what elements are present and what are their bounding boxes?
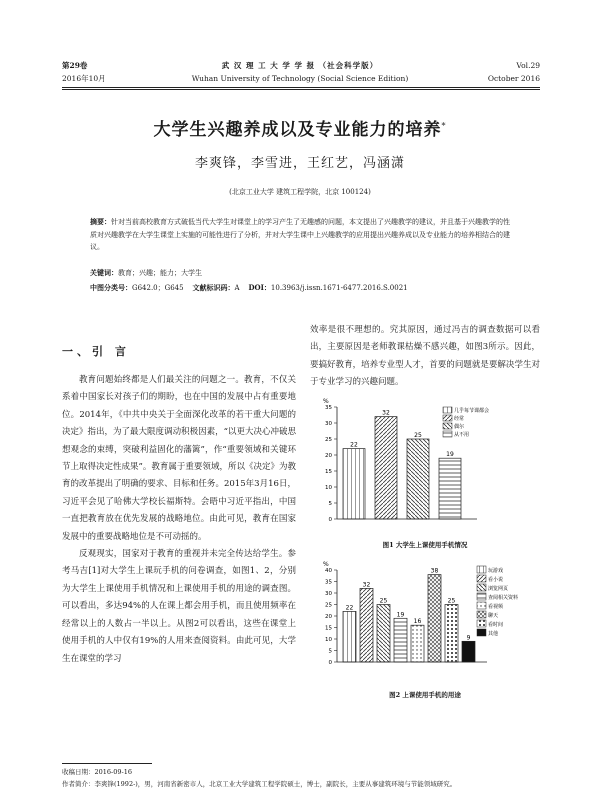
classification-line [90, 283, 408, 293]
data-label: 22 [345, 604, 354, 612]
header-volume-en: Vol.29 [516, 61, 540, 70]
journal-title-cn: 武 汉 理 工 大 学 学 报 （社会科学版） [221, 61, 379, 70]
legend-entry: 聊天 [488, 613, 499, 619]
doc-value: A [234, 284, 240, 292]
doc-label: 文献标识码： [192, 283, 235, 292]
y-tick-label: 0 [328, 660, 332, 666]
bar [343, 611, 356, 662]
legend-entry: 看视频 [488, 604, 504, 610]
header-volume: 第29卷 [62, 61, 88, 70]
figure-2-chart [315, 560, 535, 672]
y-tick-label: 15 [325, 469, 332, 475]
legend-entry: 几乎每节课都会 [454, 408, 490, 414]
bar [428, 575, 441, 662]
bar [375, 417, 397, 519]
legend-swatch [477, 575, 486, 582]
paragraph: 反观现实，国家对于教育的重视并未完全传达给学生。参考马吉[1]对大学生上课玩手机的问卷调查，如图1、2，分别为大学生上课使用手机情况和上课使用手机的用途的调查图。可以看出，多达94%的人在课上都会用手机，而且使用频率在经常以上的人数占一半以上。从图2可以看出，这些在课堂上使用手机的人中仅有19%的人用来查阅资料。由此可见，大学生在课堂的学习 [62, 549, 296, 664]
bar [377, 605, 390, 663]
paper-affiliation: (北京工业大学 建筑工程学院，北京 100124) [229, 188, 371, 196]
figure-2-caption: 图2 上课使用手机的用途 [389, 691, 461, 699]
bar [411, 625, 424, 662]
paragraph: 教育问题始终都是人们最关注的问题之一。教育，不仅关系着中国家长对孩子们的期盼，也在中国的发展中占有重要地位。2014年，《中共中央关于全面深化改革的若干重大问题的决定》指出，为了最大限度调动积极因素，“以更大决心冲破思想观念的束缚，突破利益固化的藩篱”，作“重要领域和关键环节上取得决定性成果”。教育属于重要领域，所以《决定》为教育的改革提出了明确的要求、目标和任务。2015年3月16日，习近平会见了哈佛大学校长福斯特。会晤中习近平指出，中国一直把教育放在优先发展的战略地位。由此可见，教育在国家发展中的重要战略地位是不可动摇的。 [62, 375, 296, 542]
y-tick-label: 30 [325, 591, 332, 597]
y-tick-label: 20 [325, 453, 332, 459]
legend-entry: 查阅相关资料 [488, 595, 519, 601]
legend-swatch [477, 584, 486, 591]
footnote-author: 作者简介：李爽锋(1992-)，男，河南省新密市人，北京工业大学建筑工程学院硕士，博士，副院长，主要从事建筑环境与节能领域研究。 [62, 780, 457, 788]
legend-entry: 从不用 [454, 432, 470, 438]
bar [360, 588, 373, 662]
keywords-text: 教育；兴趣；能力；大学生 [118, 269, 202, 277]
legend-swatch [477, 611, 486, 618]
bar [343, 449, 365, 519]
legend-swatch [443, 407, 452, 413]
legend-swatch [477, 566, 486, 573]
data-label: 16 [413, 618, 422, 626]
data-label: 32 [362, 581, 371, 589]
y-tick-label: 25 [325, 602, 332, 609]
figure-1-chart [315, 395, 535, 533]
data-label: 32 [382, 409, 390, 417]
y-tick-label: 10 [325, 485, 332, 491]
y-tick-label: 5 [328, 648, 332, 655]
abstract-label: 摘要： [90, 217, 111, 226]
legend-entry: 偶尔 [454, 424, 465, 430]
legend-swatch [477, 629, 486, 636]
data-label: 9 [466, 634, 471, 642]
data-label: 19 [396, 611, 405, 619]
footnote-rule [62, 763, 152, 764]
bar [407, 439, 429, 519]
y-tick-label: 35 [325, 405, 332, 411]
data-label: 25 [414, 432, 422, 439]
footnote-received: 收稿日期：2016-09-16 [62, 768, 132, 776]
data-label: 22 [350, 441, 358, 449]
paper-authors: 李爽锋，李雪进，王红艺，冯涵潇 [194, 156, 405, 171]
cls-value: G642.0；G645 [132, 284, 184, 292]
paragraph: 效率是很不理想的。究其原因，通过冯吉的调查数据可以看出，主要原因是老师教课枯燥不感兴趣，如图3所示。因此，要搞好教育，培养专业型人才，首要的问题就是要解决学生对于专业学习的兴趣问题。 [310, 325, 540, 388]
keywords-label: 关键词： [90, 268, 118, 277]
legend-swatch [477, 620, 486, 627]
header-rule-2 [62, 89, 540, 90]
legend-entry: 玩游戏 [488, 568, 504, 574]
header-date: 2016年10月 [62, 74, 106, 83]
bar [439, 458, 461, 519]
legend-swatch [443, 423, 452, 429]
legend-swatch [443, 415, 452, 421]
legend-entry: 看小说 [488, 577, 504, 583]
y-tick-label: 5 [328, 501, 332, 507]
y-axis-label: % [323, 561, 329, 568]
data-label: 19 [446, 451, 454, 459]
cls-label: 中图分类号： [90, 283, 132, 292]
legend-entry: 经常 [454, 416, 465, 422]
y-tick-label: 40 [325, 568, 332, 574]
paper-title: 大学生兴趣养成以及专业能力的培养* [153, 120, 447, 140]
y-tick-label: 10 [325, 637, 332, 643]
y-axis-label: % [323, 398, 329, 405]
legend-entry: 其他 [488, 631, 499, 637]
keywords [90, 268, 202, 278]
bar [462, 641, 475, 662]
legend-entry: 浏览网页 [488, 586, 509, 592]
data-label: 25 [447, 597, 456, 605]
legend-swatch [477, 593, 486, 600]
data-label: 38 [430, 567, 439, 575]
y-tick-label: 0 [328, 517, 332, 523]
legend-swatch [477, 602, 486, 609]
abstract-text: 针对当前高校教育方式破低当代大学生对课堂上的学习产生了无趣感的问题，本文提出了兴趣教学的建议，并且基于兴趣教学的性质对兴趣教学在大学生课堂上实施的可能性进行了分析，并对大学生课中上兴趣教学的应用提出兴趣养成以及专业能力的培养相结合的建议。 [90, 218, 510, 251]
abstract [90, 216, 510, 254]
left-column [62, 372, 296, 668]
y-tick-label: 25 [325, 437, 332, 443]
doi-value: 10.3963/j.issn.1671-6477.2016.S.0021 [270, 284, 408, 292]
title-footnote-mark: * [441, 121, 447, 131]
y-tick-label: 20 [325, 614, 332, 620]
bar [394, 618, 407, 662]
legend-swatch [443, 431, 452, 437]
doi-label: DOI： [248, 283, 271, 292]
section-heading-intro: 一、引 言 [62, 345, 130, 358]
header-date-en: October 2016 [487, 74, 540, 83]
figure-1-caption: 图1 大学生上课使用手机情况 [382, 541, 468, 549]
bar [445, 605, 458, 663]
y-tick-label: 35 [325, 579, 332, 586]
y-tick-label: 30 [325, 421, 332, 427]
right-column [310, 322, 540, 392]
journal-title-en: Wuhan University of Technology (Social Science Edition) [191, 74, 409, 83]
y-tick-label: 15 [325, 625, 332, 632]
data-label: 25 [379, 597, 388, 605]
legend-entry: 看时间 [488, 622, 504, 628]
header-rule [62, 87, 540, 88]
